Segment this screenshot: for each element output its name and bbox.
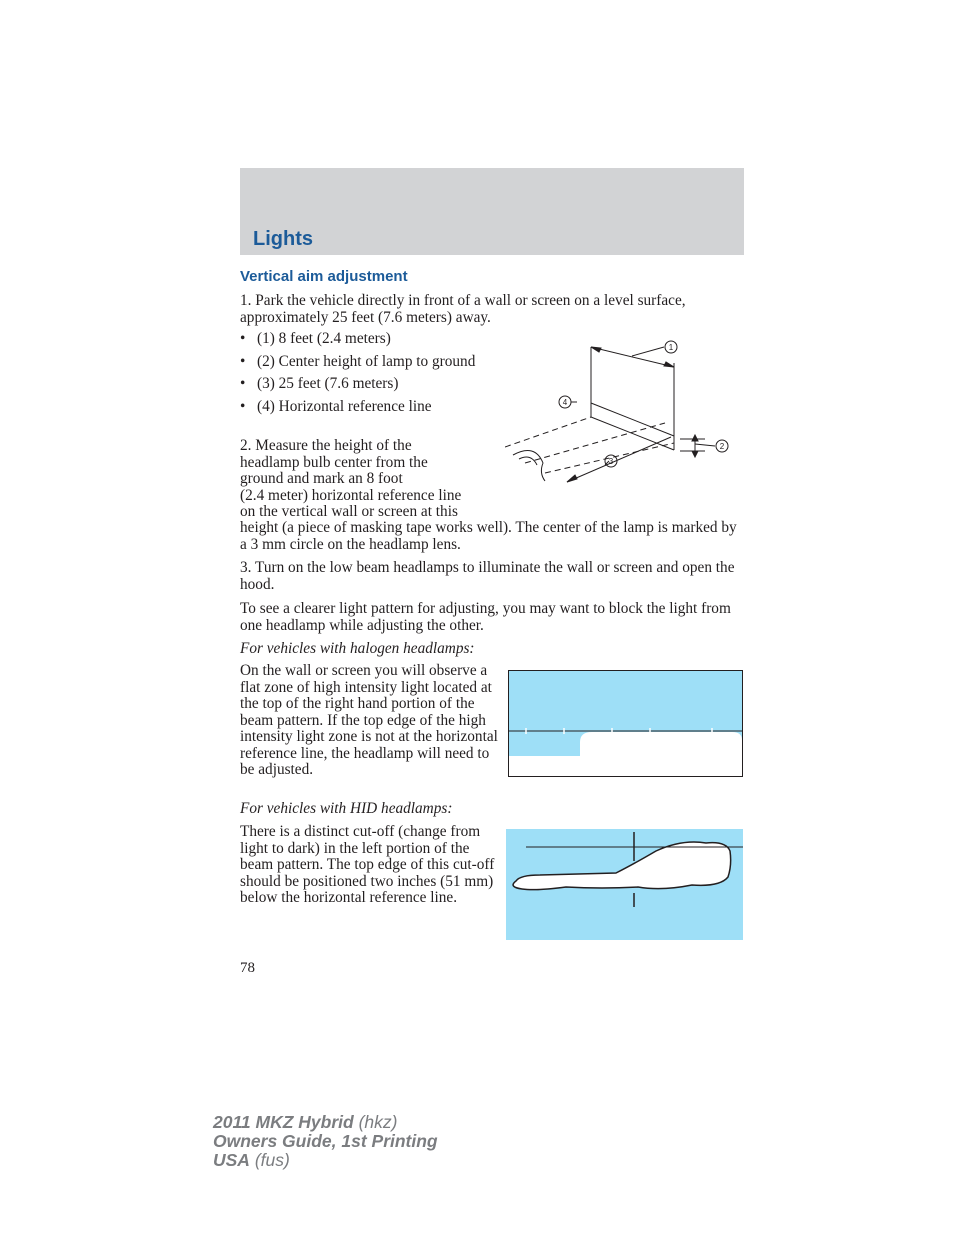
subheading: Vertical aim adjustment [240, 268, 408, 285]
measurement-list [240, 331, 500, 421]
footer-market-code: (fus) [254, 1150, 290, 1170]
aiming-diagram [505, 335, 745, 495]
list-item: • (2) Center height of lamp to ground [240, 354, 500, 371]
footer-guide-line [213, 1132, 438, 1151]
section-title: Lights [253, 228, 313, 250]
step-2-line: 2. Measure the height of the [240, 437, 412, 454]
list-item: • (4) Horizontal reference line [240, 399, 500, 416]
step-2-continued: height (a piece of masking tape works well). The center of the lamp is marked by a 3 mm circle on the headlamp lens. [240, 519, 737, 553]
halogen-text: On the wall or screen you will observe a flat zone of high intensity light located at the top of the right hand portion of the beam pattern. If the top edge of the high intensity light zone is not at the horizontal reference line, the headlamp will need to be adjusted. [240, 662, 498, 778]
document-footer [213, 1113, 438, 1170]
callout-1-label: 1 [668, 343, 674, 352]
footer-market-line [213, 1151, 438, 1170]
callout-4-label: 4 [562, 398, 568, 407]
page-number: 78 [240, 960, 255, 976]
hid-beam-pattern [506, 829, 744, 941]
step-2-line: (2.4 meter) horizontal reference line [240, 486, 462, 504]
footer-model-line [213, 1113, 438, 1132]
footer-market: USA [213, 1150, 250, 1170]
step-2-line: ground and mark an 8 foot [240, 470, 403, 487]
step-3-text: 3. Turn on the low beam headlamps to illuminate the wall or screen and open the hood. [240, 559, 735, 593]
footer-model-code: (hkz) [358, 1112, 398, 1132]
hid-heading: For vehicles with HID headlamps: [240, 800, 453, 817]
step-2-line: on the vertical wall or screen at this [240, 503, 458, 520]
step-1-text: 1. Park the vehicle directly in front of a wall or screen on a level surface, approximately 25 feet (7.6 meters) away. [240, 292, 686, 326]
section-header-band [240, 168, 744, 255]
halogen-beam-pattern [508, 670, 744, 779]
tip-text: To see a clearer light pattern for adjusting, you may want to block the light from one headlamp while adjusting the other. [240, 600, 731, 634]
step-2-text [240, 438, 500, 521]
halogen-heading: For vehicles with halogen headlamps: [240, 640, 475, 657]
list-item: • (1) 8 feet (2.4 meters) [240, 331, 500, 348]
step-2-line: headlamp bulb center from the [240, 453, 428, 471]
callout-2-label: 2 [719, 442, 725, 451]
footer-model: 2011 MKZ Hybrid [213, 1112, 354, 1132]
hid-text: There is a distinct cut-off (change from light to dark) in the left portion of the beam pattern. The top edge of this cut-off should be positioned two inches (51 mm) below the horizontal reference line. [240, 823, 495, 906]
callout-3-label: 3 [608, 457, 614, 466]
footer-guide: Owners Guide, 1st Printing [213, 1131, 438, 1151]
list-item: • (3) 25 feet (7.6 meters) [240, 376, 500, 393]
